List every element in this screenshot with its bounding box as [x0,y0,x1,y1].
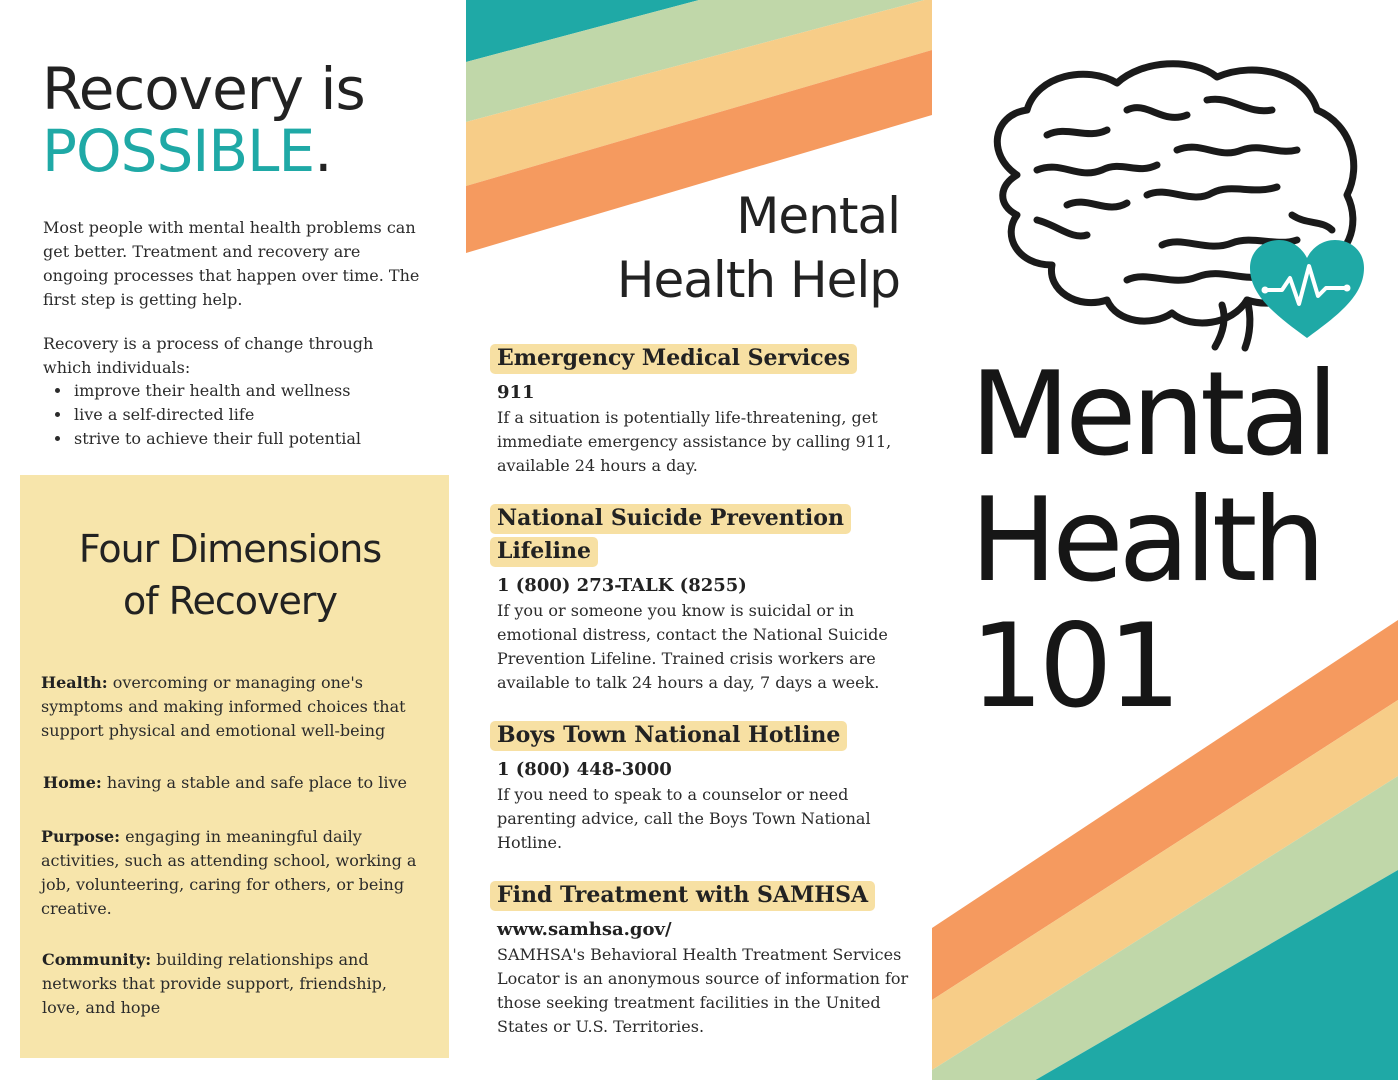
dimension-text: overcoming or managing one's symptoms and making informed choices that support physical and emotional well-being [41,673,406,740]
cover-title-line1: Mental [970,347,1334,482]
four-dimensions-title [20,523,440,627]
dimension-purpose [41,825,431,921]
recovery-title-accent: POSSIBLE [42,117,315,185]
dimension-text: building relationships and networks that provide support, friendship, love, and hope [42,950,387,1017]
resource-title: National Suicide Prevention Lifeline [490,504,851,567]
four-dimensions-title-line1: Four Dimensions [78,527,382,571]
recovery-bullet: • improve their health and wellness [72,379,361,403]
resource-description: SAMHSA's Behavioral Health Treatment Services Locator is an anonymous source of information for those seeking treatment facilities in the United States or U.S. Territories. [497,945,909,1036]
recovery-title-period: . [314,117,332,185]
recovery-panel [0,0,466,1080]
dimension-community [42,948,414,1020]
recovery-title-line1: Recovery is [42,55,365,123]
resource-description: If a situation is potentially life-threatening, get immediate emergency assistance by calling 911, available 24 hours a day. [497,408,892,475]
resource-boys-town [490,719,910,855]
cover-title-line2: Health [970,473,1321,608]
dimension-term: Home: [43,773,102,792]
dimension-term: Health: [41,673,108,692]
resource-title: Emergency Medical Services [490,344,857,374]
four-dimensions-title-line2: of Recovery [123,579,337,623]
help-title-line2: Health Help [616,251,900,309]
help-panel [466,0,932,1080]
resource-link[interactable]: www.samhsa.gov/ [497,919,672,940]
help-title-line1: Mental [736,187,900,245]
resource-contact[interactable]: 911 [497,382,535,403]
recovery-bullet: • strive to achieve their full potential [72,427,361,451]
dimension-home [43,771,433,795]
dimension-text: having a stable and safe place to live [101,773,407,792]
resource-contact[interactable]: 1 (800) 273-TALK (8255) [497,575,747,596]
dimension-term: Community: [42,950,152,969]
recovery-bullet: • live a self-directed life [72,403,361,427]
bottom-rainbow-stripes [932,0,1398,1080]
cover-panel [932,0,1398,1080]
resource-emergency [490,342,910,478]
recovery-process-text: Recovery is a process of change through which individuals: [43,334,374,377]
four-dimensions-box [20,475,449,1058]
resource-title: Find Treatment with SAMHSA [490,881,875,911]
resource-description: If you or someone you know is suicidal or in emotional distress, contact the National Suicide Prevention Lifeline. Trained crisis workers are available to talk 24 hours a day, 7 days a week. [497,601,888,692]
cover-title-line3: 101 [970,599,1177,734]
recovery-intro-text: Most people with mental health problems can get better. Treatment and recovery are ongoing processes that happen over time. The first step is getting help. [43,218,420,309]
resource-suicide-lifeline [490,502,890,695]
dimension-text: engaging in meaningful daily activities, such as attending school, working a job, volunteering, caring for others, or being creative. [41,827,417,918]
recovery-title [42,55,365,185]
dimension-term: Purpose: [41,827,121,846]
recovery-bullet-list [48,379,361,451]
dimension-health [41,671,431,743]
resource-title: Boys Town National Hotline [490,721,847,751]
help-title [617,184,900,312]
resource-contact[interactable]: 1 (800) 448-3000 [497,759,672,780]
resource-samhsa [490,879,910,1039]
resource-description: If you need to speak to a counselor or need parenting advice, call the Boys Town National Hotline. [497,785,871,852]
